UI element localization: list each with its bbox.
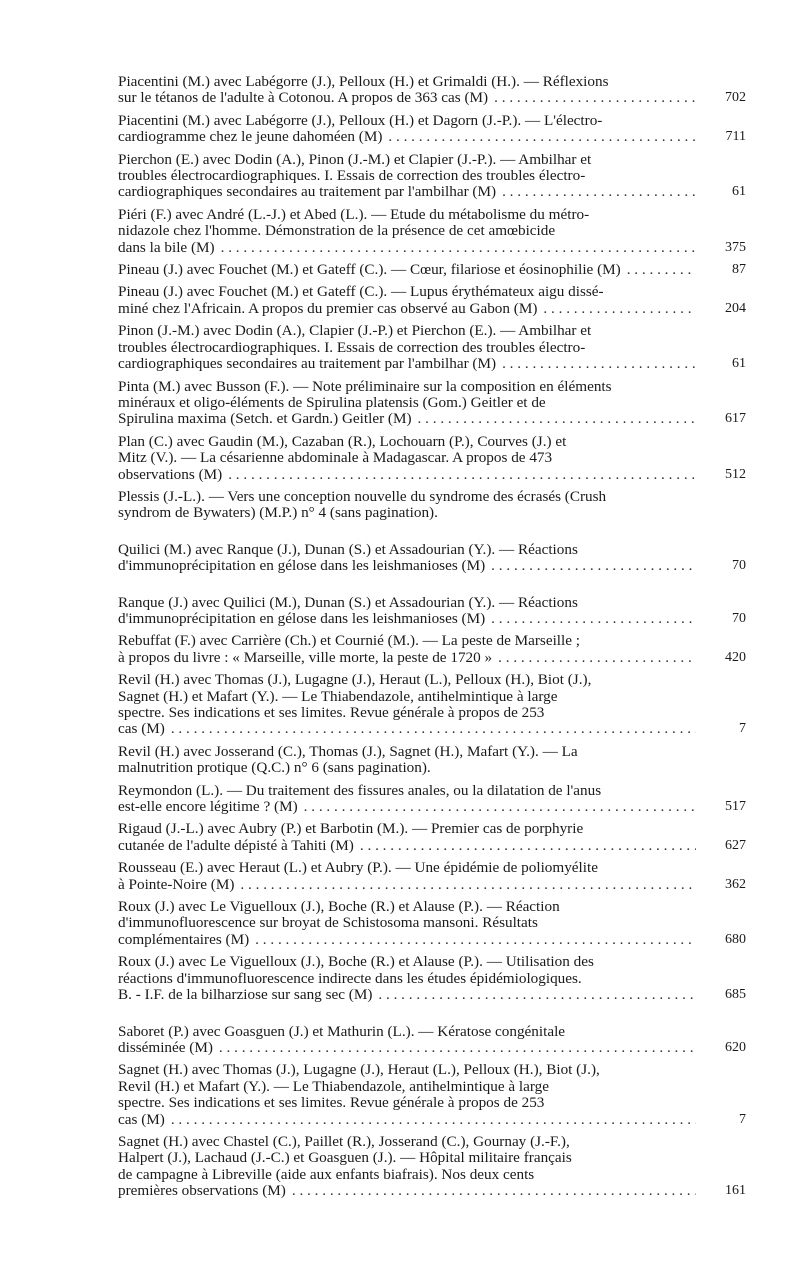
entry-last-line <box>118 184 702 200</box>
dot-leader <box>491 558 696 574</box>
entry-line: miné chez l'Africain. A propos du premier cas observé au Gabon (M) <box>118 299 538 317</box>
dot-leader <box>418 411 696 427</box>
entry-line: Reymondon (L.). — Du traitement des fissures anales, ou la dilatation de l'anus <box>118 781 602 799</box>
entry-line: syndrom de Bywaters) (M.P.) n° 4 (sans pagination). <box>118 504 438 522</box>
entry-line: Ranque (J.) avec Quilici (M.), Dunan (S.) et Assadourian (Y.). — Réactions <box>118 593 578 611</box>
entry-line: dans la bile (M) <box>118 238 215 256</box>
index-entry <box>118 284 746 317</box>
entry-line: troubles électrocardiographiques. I. Essais de correction des troubles électro- <box>118 338 586 356</box>
page-number: 362 <box>725 876 746 892</box>
index-entry <box>118 152 746 201</box>
entry-line: d'immunofluorescence sur broyat de Schistosoma mansoni. Résultats <box>118 914 538 932</box>
entry-last-line <box>118 932 702 948</box>
entry-last-line <box>118 721 702 737</box>
entry-line: observations (M) <box>118 465 223 483</box>
page-number: 161 <box>725 1183 746 1199</box>
entry-last-line <box>118 129 702 145</box>
entry-line: troubles électrocardiographiques. I. Essais de correction des troubles électro- <box>118 167 586 185</box>
entry-line: cardiogramme chez le jeune dahoméen (M) <box>118 128 383 146</box>
page-number: 420 <box>725 649 746 665</box>
entry-line: Pierchon (E.) avec Dodin (A.), Pinon (J.-M.) et Clapier (J.-P.). — Ambilhar et <box>118 150 592 168</box>
dot-leader <box>388 129 696 145</box>
entry-last-line <box>118 799 702 815</box>
page-number: 61 <box>732 356 746 372</box>
index-entry <box>118 262 746 278</box>
index-entry <box>118 542 746 575</box>
dot-leader <box>171 1112 696 1128</box>
entry-line: cutanée de l'adulte dépisté à Tahiti (M) <box>118 836 354 854</box>
entry-last-line <box>118 240 702 256</box>
dot-leader <box>491 611 696 627</box>
page-number: 702 <box>725 90 746 106</box>
entry-last-line <box>118 262 702 278</box>
entry-line: Sagnet (H.) et Mafart (Y.). — Le Thiabendazole, antihelmintique à large <box>118 687 558 705</box>
entry-line: de campagne à Libreville (aide aux enfants biafrais). Nos deux cents <box>118 1165 535 1183</box>
page-number: 517 <box>725 799 746 815</box>
entry-line: Rousseau (E.) avec Heraut (L.) et Aubry (P.). — Une épidémie de poliomyélite <box>118 859 598 877</box>
index-entry <box>118 672 746 738</box>
page-number: 204 <box>725 300 746 316</box>
entry-line: disséminée (M) <box>118 1038 213 1056</box>
page-number: 512 <box>725 466 746 482</box>
index-entry <box>118 434 746 483</box>
dot-leader <box>502 184 696 200</box>
entry-line: Sagnet (H.) avec Chastel (C.), Paillet (R.), Josserand (C.), Gournay (J.-F.), <box>118 1132 570 1150</box>
index-entry <box>118 113 746 146</box>
page-number: 685 <box>725 987 746 1003</box>
entry-line: Rigaud (J.-L.) avec Aubry (P.) et Barbotin (M.). — Premier cas de porphyrie <box>118 820 584 838</box>
entry-line: B. - I.F. de la bilharziose sur sang sec (M) <box>118 986 373 1004</box>
entry-last-line <box>118 301 702 317</box>
entry-last-line <box>118 1112 702 1128</box>
index-entry <box>118 899 746 948</box>
entry-line: est-elle encore légitime ? (M) <box>118 798 298 816</box>
entry-line: Piacentini (M.) avec Labégorre (J.), Pelloux (H.) et Grimaldi (H.). — Réflexions <box>118 73 609 90</box>
index-entry <box>118 1024 746 1057</box>
entry-line: Roux (J.) avec Le Viguelloux (J.), Boche (R.) et Alause (P.). — Réaction <box>118 898 560 916</box>
dot-leader <box>304 799 696 815</box>
index-entry <box>118 744 746 777</box>
entry-line: Saboret (P.) avec Goasguen (J.) et Mathurin (L.). — Kératose congénitale <box>118 1022 566 1040</box>
entry-line: spectre. Ses indications et ses limites. Revue générale à propos de 253 <box>118 704 545 721</box>
entry-line: Revil (H.) et Mafart (Y.). — Le Thiabendazole, antihelmintique à large <box>118 1077 550 1095</box>
entry-last-line <box>118 1183 702 1199</box>
entry-last-line <box>118 650 702 666</box>
page-number: 70 <box>732 610 746 626</box>
entry-line: Revil (H.) avec Josserand (C.), Thomas (J.), Sagnet (H.), Mafart (Y.). — La <box>118 742 578 760</box>
entry-line: Piacentini (M.) avec Labégorre (J.), Pelloux (H.) et Dagorn (J.-P.). — L'électro- <box>118 111 603 129</box>
entry-line: cas (M) <box>118 1110 165 1128</box>
page-number: 627 <box>725 837 746 853</box>
dot-leader <box>502 356 696 372</box>
dot-leader <box>292 1183 696 1199</box>
entry-line: Pinon (J.-M.) avec Dodin (A.), Clapier (J.-P.) et Pierchon (E.). — Ambilhar et <box>118 322 592 340</box>
entry-line: cardiographiques secondaires au traitement par l'ambilhar (M) <box>118 355 497 373</box>
entry-line: Pineau (J.) avec Fouchet (M.) et Gateff (C.). — Lupus érythémateux aigu dissé- <box>118 283 604 301</box>
entry-line: d'immunoprécipitation en gélose dans les leishmanioses (M) <box>118 557 486 575</box>
index-entry <box>118 74 746 107</box>
page-number: 87 <box>732 262 746 278</box>
entry-last-line <box>118 1040 702 1056</box>
page-number: 7 <box>739 1111 746 1127</box>
entry-last-line <box>118 877 702 893</box>
dot-leader <box>378 987 696 1003</box>
entry-line: Halpert (J.), Lachaud (J.-C.) et Goasguen (J.). — Hôpital militaire français <box>118 1149 572 1167</box>
entry-line: Piéri (F.) avec André (L.-J.) et Abed (L.). — Etude du métabolisme du métro- <box>118 205 590 223</box>
dot-leader <box>255 932 696 948</box>
entry-line: Plessis (J.-L.). — Vers une conception nouvelle du syndrome des écrasés (Crush <box>118 487 607 505</box>
page-number: 620 <box>725 1039 746 1055</box>
index-entry <box>118 860 746 893</box>
dot-leader <box>221 240 696 256</box>
entry-line: Plan (C.) avec Gaudin (M.), Cazaban (R.), Lochouarn (P.), Courves (J.) et <box>118 432 567 450</box>
index-entry <box>118 1134 746 1200</box>
entry-line: Roux (J.) avec Le Viguelloux (J.), Boche (R.) et Alause (P.). — Utilisation des <box>118 953 594 971</box>
dot-leader <box>627 262 696 278</box>
entry-line: Revil (H.) avec Thomas (J.), Lugagne (J.), Heraut (L.), Pelloux (H.), Biot (J.), <box>118 671 592 689</box>
entry-line: Pineau (J.) avec Fouchet (M.) et Gateff (C.). — Cœur, filariose et éosinophilie (M) <box>118 261 621 279</box>
entry-last-line <box>118 838 702 854</box>
index-entry <box>118 323 746 372</box>
entry-last-line <box>118 467 702 483</box>
index-entry <box>118 783 746 816</box>
entry-last-line <box>118 558 702 574</box>
page-number: 7 <box>739 721 746 737</box>
dot-leader <box>494 90 696 106</box>
index-entry <box>118 1062 746 1128</box>
entry-line: à Pointe-Noire (M) <box>118 875 235 893</box>
entry-line: Quilici (M.) avec Ranque (J.), Dunan (S.) et Assadourian (Y.). — Réactions <box>118 540 578 558</box>
index-entry <box>118 595 746 628</box>
index-entry <box>118 207 746 256</box>
entry-line: nidazole chez l'homme. Démonstration de la présence de cet amœbicide <box>118 222 556 240</box>
entry-line: Mitz (V.). — La césarienne abdominale à Madagascar. A propos de 473 <box>118 449 553 467</box>
entry-line: spectre. Ses indications et ses limites. Revue générale à propos de 253 <box>118 1094 545 1112</box>
entry-line: réactions d'immunofluorescence indirecte dans les études épidémiologiques. <box>118 969 582 987</box>
dot-leader <box>360 838 696 854</box>
dot-leader <box>228 467 696 483</box>
letter-group-separator <box>118 528 746 542</box>
dot-leader <box>219 1040 696 1056</box>
page-number: 375 <box>725 239 746 255</box>
page-number: 617 <box>725 411 746 427</box>
entry-last-line <box>118 90 702 106</box>
entry-line: Sagnet (H.) avec Thomas (J.), Lugagne (J.), Heraut (L.), Pelloux (H.), Biot (J.), <box>118 1061 600 1079</box>
entry-line: complémentaires (M) <box>118 930 250 948</box>
entry-line: malnutrition protique (Q.C.) n° 6 (sans pagination). <box>118 759 431 777</box>
author-index-column <box>118 74 746 1206</box>
index-entry <box>118 379 746 428</box>
entry-line: cas (M) <box>118 720 165 738</box>
index-entry <box>118 821 746 854</box>
page-number: 711 <box>725 129 746 145</box>
index-entry <box>118 954 746 1003</box>
page-number: 61 <box>732 184 746 200</box>
entry-line: Spirulina maxima (Setch. et Gardn.) Geitler (M) <box>118 410 412 428</box>
page-number: 70 <box>732 558 746 574</box>
entry-last-line <box>118 611 702 627</box>
entry-last-line <box>118 411 702 427</box>
dot-leader <box>543 301 696 317</box>
dot-leader <box>171 721 696 737</box>
entry-line: sur le tétanos de l'adulte à Cotonou. A propos de 363 cas (M) <box>118 89 489 107</box>
index-entry <box>118 633 746 666</box>
entry-line: cardiographiques secondaires au traitement par l'ambilhar (M) <box>118 183 497 201</box>
dot-leader <box>240 877 696 893</box>
index-entry <box>118 489 746 522</box>
letter-group-separator <box>118 581 746 595</box>
entry-line: d'immunoprécipitation en gélose dans les leishmanioses (M) <box>118 609 486 627</box>
entry-line: Pinta (M.) avec Busson (F.). — Note préliminaire sur la composition en éléments <box>118 377 612 395</box>
entry-last-line <box>118 356 702 372</box>
entry-line: à propos du livre : « Marseille, ville morte, la peste de 1720 » <box>118 648 493 666</box>
page-number: 680 <box>725 931 746 947</box>
entry-line: Rebuffat (F.) avec Carrière (Ch.) et Cournié (M.). — La peste de Marseille ; <box>118 632 580 650</box>
entry-line: premières observations (M) <box>118 1182 286 1200</box>
letter-group-separator <box>118 1010 746 1024</box>
entry-line: minéraux et oligo-éléments de Spirulina platensis (Gom.) Geitler et de <box>118 393 546 411</box>
entry-last-line <box>118 987 702 1003</box>
dot-leader <box>498 650 696 666</box>
